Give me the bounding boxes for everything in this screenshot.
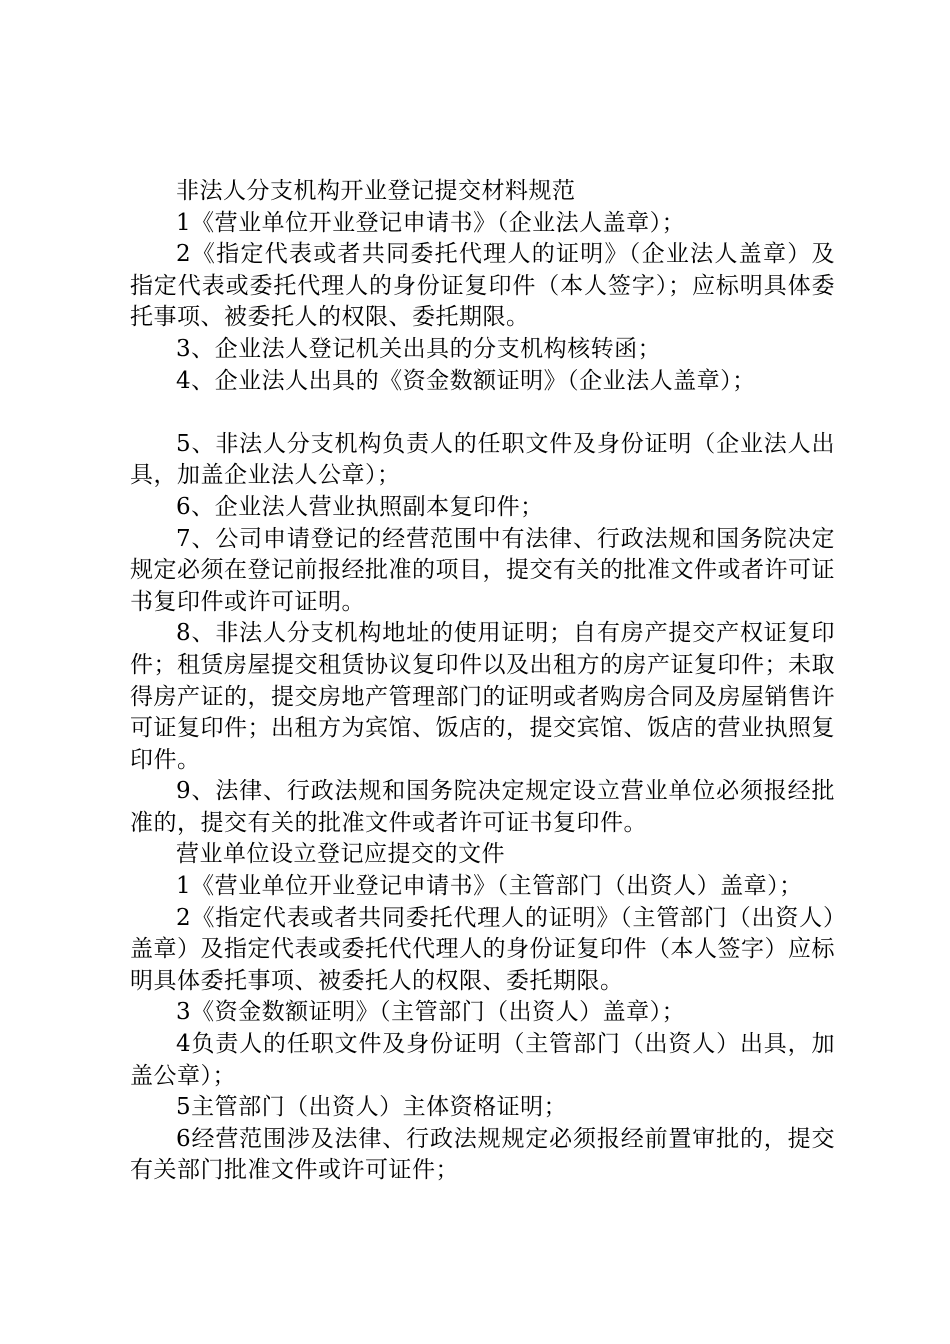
blank-line xyxy=(130,397,835,429)
document-body xyxy=(130,176,835,1187)
list-item: 4、企业法人出具的《资金数额证明》（企业法人盖章）； xyxy=(176,367,756,394)
list-item: 2《指定代表或者共同委托代理人的证明》（企业法人盖章）及指定代表或委托代理人的身份证复印件（本人签字）；应标明具体委托事项、被委托人的权限、委托期限。 xyxy=(130,241,835,331)
section-title-business-unit: 营业单位设立登记应提交的文件 xyxy=(176,841,505,868)
list-item: 6经营范围涉及法律、行政法规规定必须报经前置审批的，提交有关部门批准文件或许可证件； xyxy=(130,1125,835,1184)
list-item: 5、非法人分支机构负责人的任职文件及身份证明（企业法人出具，加盖企业法人公章）； xyxy=(130,430,835,489)
list-item: 1《营业单位开业登记申请书》（企业法人盖章）； xyxy=(176,209,686,236)
section-title-branch-registration: 非法人分支机构开业登记提交材料规范 xyxy=(176,178,576,204)
list-item: 7、公司申请登记的经营范围中有法律、行政法规和国务院决定规定必须在登记前报经批准的项目，提交有关的批准文件或者许可证书复印件或许可证明。 xyxy=(130,525,835,615)
list-item: 3《资金数额证明》（主管部门（出资人）盖章）； xyxy=(176,999,686,1026)
list-item: 6、企业法人营业执照副本复印件； xyxy=(176,493,544,520)
list-item: 2《指定代表或者共同委托代理人的证明》（主管部门（出资人）盖章）及指定代表或委托代代理人的身份证复印件（本人签字）应标明具体委托事项、被委托人的权限、委托期限。 xyxy=(130,904,835,994)
list-item: 5主管部门（出资人）主体资格证明； xyxy=(176,1094,568,1121)
list-item: 3、企业法人登记机关出具的分支机构核转函； xyxy=(176,335,662,362)
list-item: 4负责人的任职文件及身份证明（主管部门（出资人）出具，加盖公章）； xyxy=(130,1031,835,1089)
list-item: 8、非法人分支机构地址的使用证明；自有房产提交产权证复印件；租赁房屋提交租赁协议复印件以及出租方的房产证复印件；未取得房产证的，提交房地产管理部门的证明或者购房合同及房屋销售许可证复印件；出租方为宾馆、饭店的，提交宾馆、饭店的营业执照复印件。 xyxy=(130,620,835,773)
list-item: 1《营业单位开业登记申请书》（主管部门（出资人）盖章）； xyxy=(176,873,803,900)
list-item: 9、法律、行政法规和国务院决定规定设立营业单位必须报经批准的，提交有关的批准文件或者许可证书复印件。 xyxy=(130,778,835,836)
